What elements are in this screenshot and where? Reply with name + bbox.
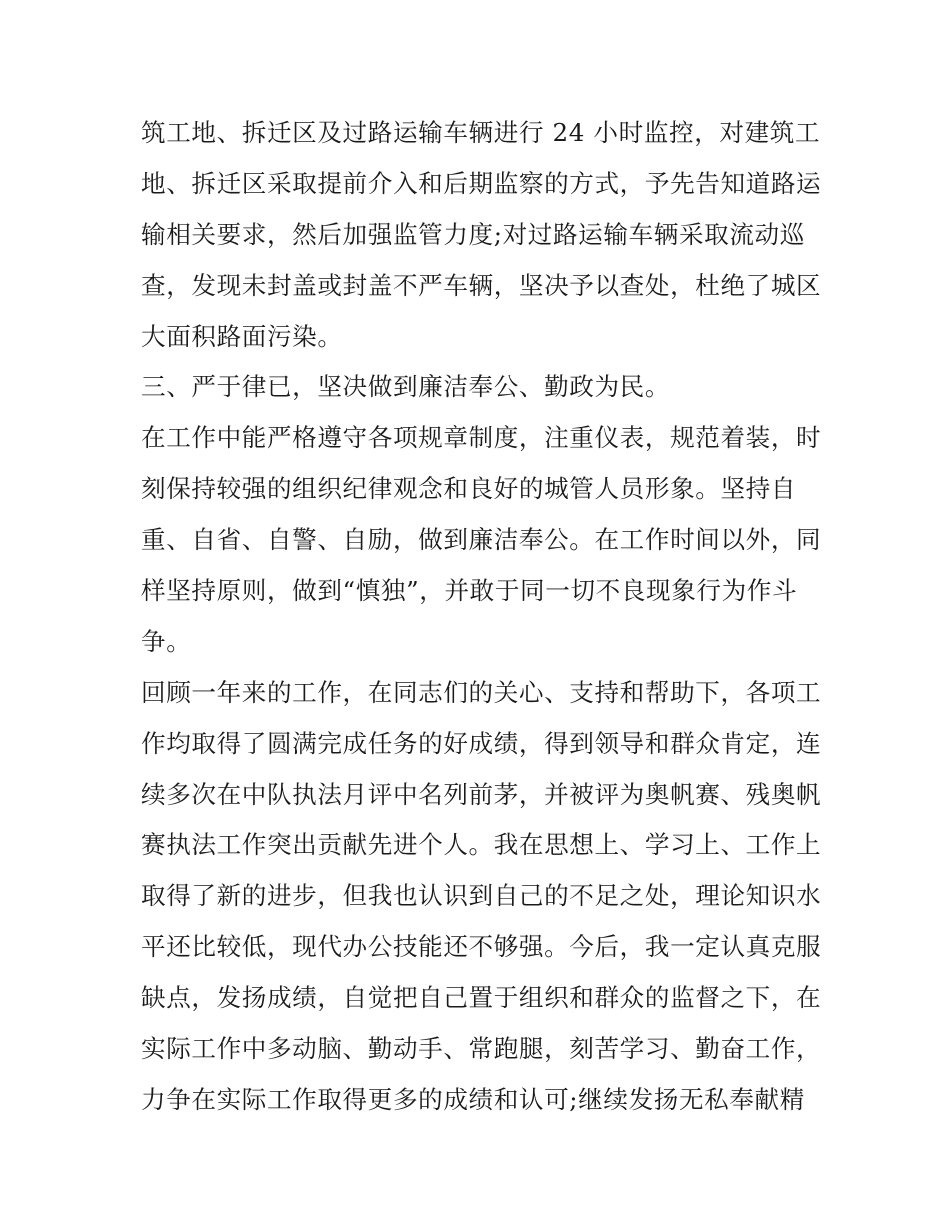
text-line: 回顾一年来的工作，在同志们的关心、支持和帮助下，各项工 [141, 677, 822, 707]
section-heading: 三、严于律已，坚决做到廉洁奉公、勤政为民。 [141, 372, 671, 402]
text-line: 赛执法工作突出贡献先进个人。我在思想上、学习上、工作上 [141, 830, 822, 860]
text-line: 实际工作中多动脑、勤动手、常跑腿，刻苦学习、勤奋工作， [141, 1034, 822, 1064]
text-line: 作均取得了圆满完成任务的好成绩，得到领导和群众肯定，连 [141, 728, 822, 758]
text-line: 筑工地、拆迁区及过路运输车辆进行 24 小时监控，对建筑工 [141, 118, 821, 147]
text-line: 重、自省、自警、自励，做到廉洁奉公。在工作时间以外，同 [141, 525, 822, 555]
text-line: 在工作中能严格遵守各项规章制度，注重仪表，规范着装，时 [141, 423, 822, 453]
text-line: 平还比较低，现代办公技能还不够强。今后，我一定认真克服 [141, 932, 822, 962]
text-line: 取得了新的进步，但我也认识到自己的不足之处，理论知识水 [141, 881, 822, 911]
text-line: 争。 [141, 626, 192, 656]
text-line: 刻保持较强的组织纪律观念和良好的城管人员形象。坚持自 [141, 474, 797, 504]
text-line: 样坚持原则，做到“慎独”，并敢于同一切不良现象行为作斗 [141, 576, 798, 606]
text-line: 查，发现未封盖或封盖不严车辆，坚决予以查处，杜绝了城区 [141, 270, 822, 300]
text-line: 地、拆迁区采取提前介入和后期监察的方式，予先告知道路运 [141, 168, 822, 198]
text-line: 大面积路面污染。 [141, 321, 343, 351]
document-body [141, 108, 822, 1126]
text-line: 输相关要求，然后加强监管力度;对过路运输车辆采取流动巡 [141, 219, 805, 249]
text-line: 续多次在中队执法月评中名列前茅，并被评为奥帆赛、残奥帆 [141, 779, 822, 809]
text-line: 力争在实际工作取得更多的成绩和认可;继续发扬无私奉献精 [141, 1084, 805, 1114]
text-line: 缺点，发扬成绩，自觉把自己置于组织和群众的监督之下，在 [141, 983, 822, 1013]
